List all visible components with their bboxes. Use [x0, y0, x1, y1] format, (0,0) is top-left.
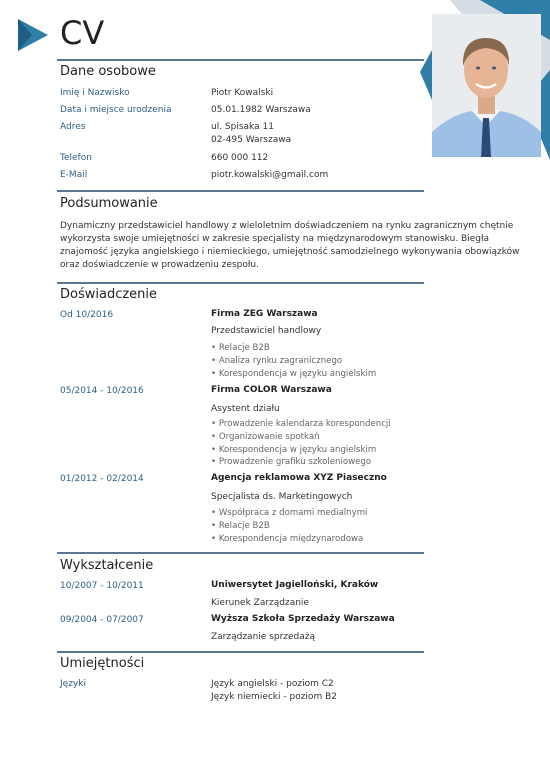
list-item: • Relacje B2B: [211, 342, 376, 355]
job-duties: [211, 342, 376, 380]
list-item: • Analiza rynku zagranicznego: [211, 355, 376, 368]
job-date: Od 10/2016: [60, 310, 114, 320]
job-position: Przedstawiciel handlowy: [211, 326, 322, 336]
list-item: • Organizowanie spotkań: [211, 431, 391, 444]
label-phone: Telefon: [60, 153, 92, 163]
label-name: Imię i Nazwisko: [60, 88, 130, 98]
value-name: Piotr Kowalski: [211, 88, 274, 98]
section-divider: [57, 190, 424, 192]
skill-value: Język angielski - poziom C2: [211, 679, 334, 689]
job-duties: [211, 418, 391, 469]
value-address-line1: ul. Spisaka 11: [211, 122, 274, 132]
profile-photo: [432, 14, 541, 157]
section-divider: [57, 651, 424, 653]
list-item: • Korespondencja w języku angielskim: [211, 444, 391, 457]
education-school: Wyższa Szkoła Sprzedaży Warszawa: [211, 614, 395, 624]
education-field: Zarządzanie sprzedażą: [211, 632, 316, 642]
list-item: • Prowadzenie grafiku szkoleniowego: [211, 456, 391, 469]
section-divider: [57, 552, 424, 554]
list-item: • Współpraca z domami medialnymi: [211, 507, 367, 520]
label-birth: Data i miejsce urodzenia: [60, 105, 172, 115]
education-field: Kierunek Zarządzanie: [211, 598, 309, 608]
job-duties: [211, 507, 367, 545]
label-email: E-Mail: [60, 170, 88, 180]
job-company: Firma ZEG Warszawa: [211, 309, 318, 319]
value-phone: 660 000 112: [211, 153, 269, 163]
section-title-summary: Podsumowanie: [60, 196, 158, 211]
job-company: Firma COLOR Warszawa: [211, 385, 332, 395]
education-date: 09/2004 - 07/2007: [60, 615, 144, 625]
list-item: • Korespondencja w języku angielskim: [211, 368, 376, 381]
section-title-experience: Doświadczenie: [60, 287, 158, 302]
list-item: • Korespondencja międzynarodowa: [211, 533, 367, 546]
summary-text: Dynamiczny przedstawiciel handlowy z wieloletnim doświadczeniem na rynku zagranicznym chętnie wykorzysta swoje umiejętności w zakresie specjalisty na międzynarodowym stanowisku. Biegła znajomość języka angielskiego i niemieckiego, umiejętność samodzielnego wykonywania obowiązków oraz doświadczenie w prowadzeniu zespołu.: [60, 221, 520, 270]
skill-label: Języki: [60, 679, 86, 689]
job-date: 05/2014 - 10/2016: [60, 386, 144, 396]
section-title-education: Wykształcenie: [60, 558, 154, 573]
section-title-personal: Dane osobowe: [60, 64, 156, 79]
education-date: 10/2007 - 10/2011: [60, 581, 144, 591]
label-address: Adres: [60, 122, 86, 132]
list-item: • Prowadzenie kalendarza korespondencji: [211, 418, 391, 431]
logo-triangle-icon: [18, 19, 48, 51]
value-email: piotr.kowalski@gmail.com: [211, 170, 329, 180]
job-position: Specjalista ds. Marketingowych: [211, 492, 353, 502]
section-divider: [57, 282, 424, 284]
job-date: 01/2012 - 02/2014: [60, 474, 144, 484]
section-title-skills: Umiejętności: [60, 656, 145, 671]
section-divider: [57, 59, 424, 61]
education-school: Uniwersytet Jagielloński, Kraków: [211, 580, 379, 590]
value-birth: 05.01.1982 Warszawa: [211, 105, 311, 115]
job-position: Asystent działu: [211, 404, 280, 414]
value-address-line2: 02-495 Warszawa: [211, 135, 292, 145]
page-title: CV: [60, 14, 105, 52]
list-item: • Relacje B2B: [211, 520, 367, 533]
job-company: Agencja reklamowa XYZ Piaseczno: [211, 473, 387, 483]
skill-value: Język niemiecki - poziom B2: [211, 692, 337, 702]
